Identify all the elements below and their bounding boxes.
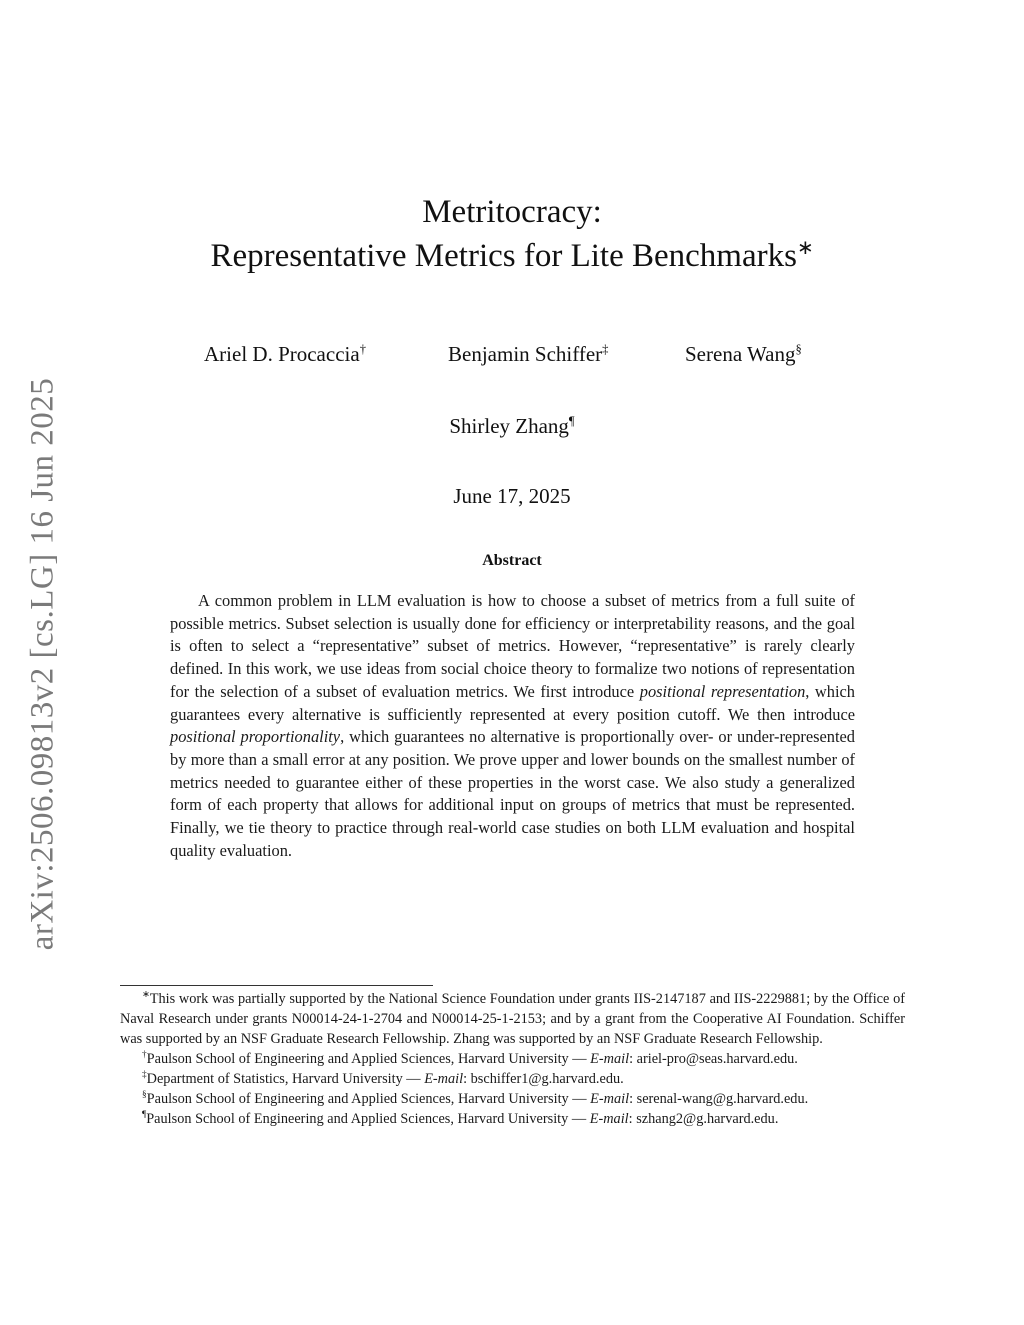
footnote-mark: § bbox=[142, 1090, 147, 1101]
footnote-mark: † bbox=[142, 1050, 147, 1061]
footnote-schiffer bbox=[120, 1069, 905, 1089]
footnote-affiliation: Paulson School of Engineering and Applied Sciences, Harvard University — bbox=[146, 1111, 590, 1127]
footnote-email: : ariel-pro@seas.harvard.edu. bbox=[629, 1051, 798, 1067]
author-zhang bbox=[0, 414, 1024, 439]
footnote-mark: ∗ bbox=[142, 990, 150, 1001]
publication-date: June 17, 2025 bbox=[453, 484, 571, 508]
footnote-mark: ¶ bbox=[142, 1110, 147, 1121]
footnote-email: : szhang2@g.harvard.edu. bbox=[628, 1111, 779, 1127]
footnote-mark: ‡ bbox=[142, 1070, 147, 1081]
paper-title bbox=[0, 190, 1024, 278]
footnote-funding bbox=[120, 989, 905, 1049]
footnote-email-label: E-mail bbox=[590, 1091, 630, 1107]
abstract-part-1: A common problem in LLM evaluation is how to choose a subset of metrics from a full suite of possible metrics. Subset selection is usually done for efficiency or interpretability reasons, and the goal is often to select a “representative” subset of metrics. However, “representative” is rarely clearly defined. In this work, we use ideas from social choice theory to formalize two notions of representation for the selection of a subset of evaluation metrics. We first introduce bbox=[170, 591, 855, 701]
abstract-heading: Abstract bbox=[482, 552, 542, 569]
footnotes bbox=[120, 989, 905, 1129]
footnote-email-label: E-mail bbox=[589, 1111, 629, 1127]
footnote-wang bbox=[120, 1089, 905, 1109]
footnote-email: : bschiffer1@g.harvard.edu. bbox=[463, 1071, 624, 1087]
footnote-affiliation: Paulson School of Engineering and Applied Sciences, Harvard University — bbox=[146, 1051, 591, 1067]
footnote-text: This work was partially supported by the National Science Foundation under grants IIS-2147187 and IIS-2229881; by the Office of Naval Research under grants N00014-24-1-2704 and N00014-25-1-2153; and by a grant from the Cooperative AI Foundation. Schiffer was supported by an NSF Graduate Research Fellowship. Zhang was supported by an NSF Graduate Research Fellowship. bbox=[120, 991, 905, 1047]
footnote-email-label: E-mail bbox=[590, 1051, 630, 1067]
footnote-procaccia bbox=[120, 1049, 905, 1069]
abstract-term-positional-proportionality: positional proportionality bbox=[170, 727, 341, 747]
footnote-affiliation: Paulson School of Engineering and Applied Sciences, Harvard University — bbox=[146, 1091, 591, 1107]
arxiv-identifier: arXiv:2506.09813v2 [cs.LG] 16 Jun 2025 bbox=[24, 377, 61, 951]
title-line-1: Metritocracy: bbox=[422, 194, 602, 230]
abstract-part-2: , which guarantees every alternative is sufficiently represented at every position cutoff. We then introduce bbox=[170, 681, 855, 724]
title-line-2-text: Representative Metrics for Lite Benchmarks bbox=[210, 238, 797, 274]
author-footnote-mark: ¶ bbox=[568, 414, 575, 428]
abstract-part-3: , which guarantees no alternative is proportionally over- or under-represented by more than a small error at any position. We prove upper and lower bounds on the smallest number of metrics needed to guarantee either of these properties in the worst case. We also study a generalized form of each property that allows for additional input on groups of metrics that must be represented. Finally, we tie theory to practice through real-world case studies on both LLM evaluation and hospital quality evaluation. bbox=[170, 727, 856, 860]
abstract-text bbox=[170, 590, 855, 862]
author-footnote-mark: ‡ bbox=[602, 342, 609, 356]
author-procaccia bbox=[204, 342, 366, 367]
author-name: Serena Wang bbox=[685, 342, 796, 366]
author-wang bbox=[685, 342, 802, 367]
footnote-email: : serenal-wang@g.harvard.edu. bbox=[629, 1091, 809, 1107]
title-line-2 bbox=[0, 234, 1024, 278]
footnote-divider bbox=[120, 985, 433, 986]
footnote-zhang bbox=[120, 1109, 905, 1129]
footnote-affiliation: Department of Statistics, Harvard University — bbox=[146, 1071, 425, 1087]
author-footnote-mark: § bbox=[795, 342, 802, 356]
author-name: Shirley Zhang bbox=[449, 414, 569, 438]
author-name: Benjamin Schiffer bbox=[448, 342, 603, 366]
author-schiffer bbox=[448, 342, 608, 367]
author-name: Ariel D. Procaccia bbox=[204, 342, 360, 366]
footnote-email-label: E-mail bbox=[424, 1071, 464, 1087]
author-footnote-mark: † bbox=[359, 342, 366, 356]
title-footnote-mark: ∗ bbox=[796, 237, 814, 259]
abstract-term-positional-representation: positional representation bbox=[639, 681, 806, 701]
